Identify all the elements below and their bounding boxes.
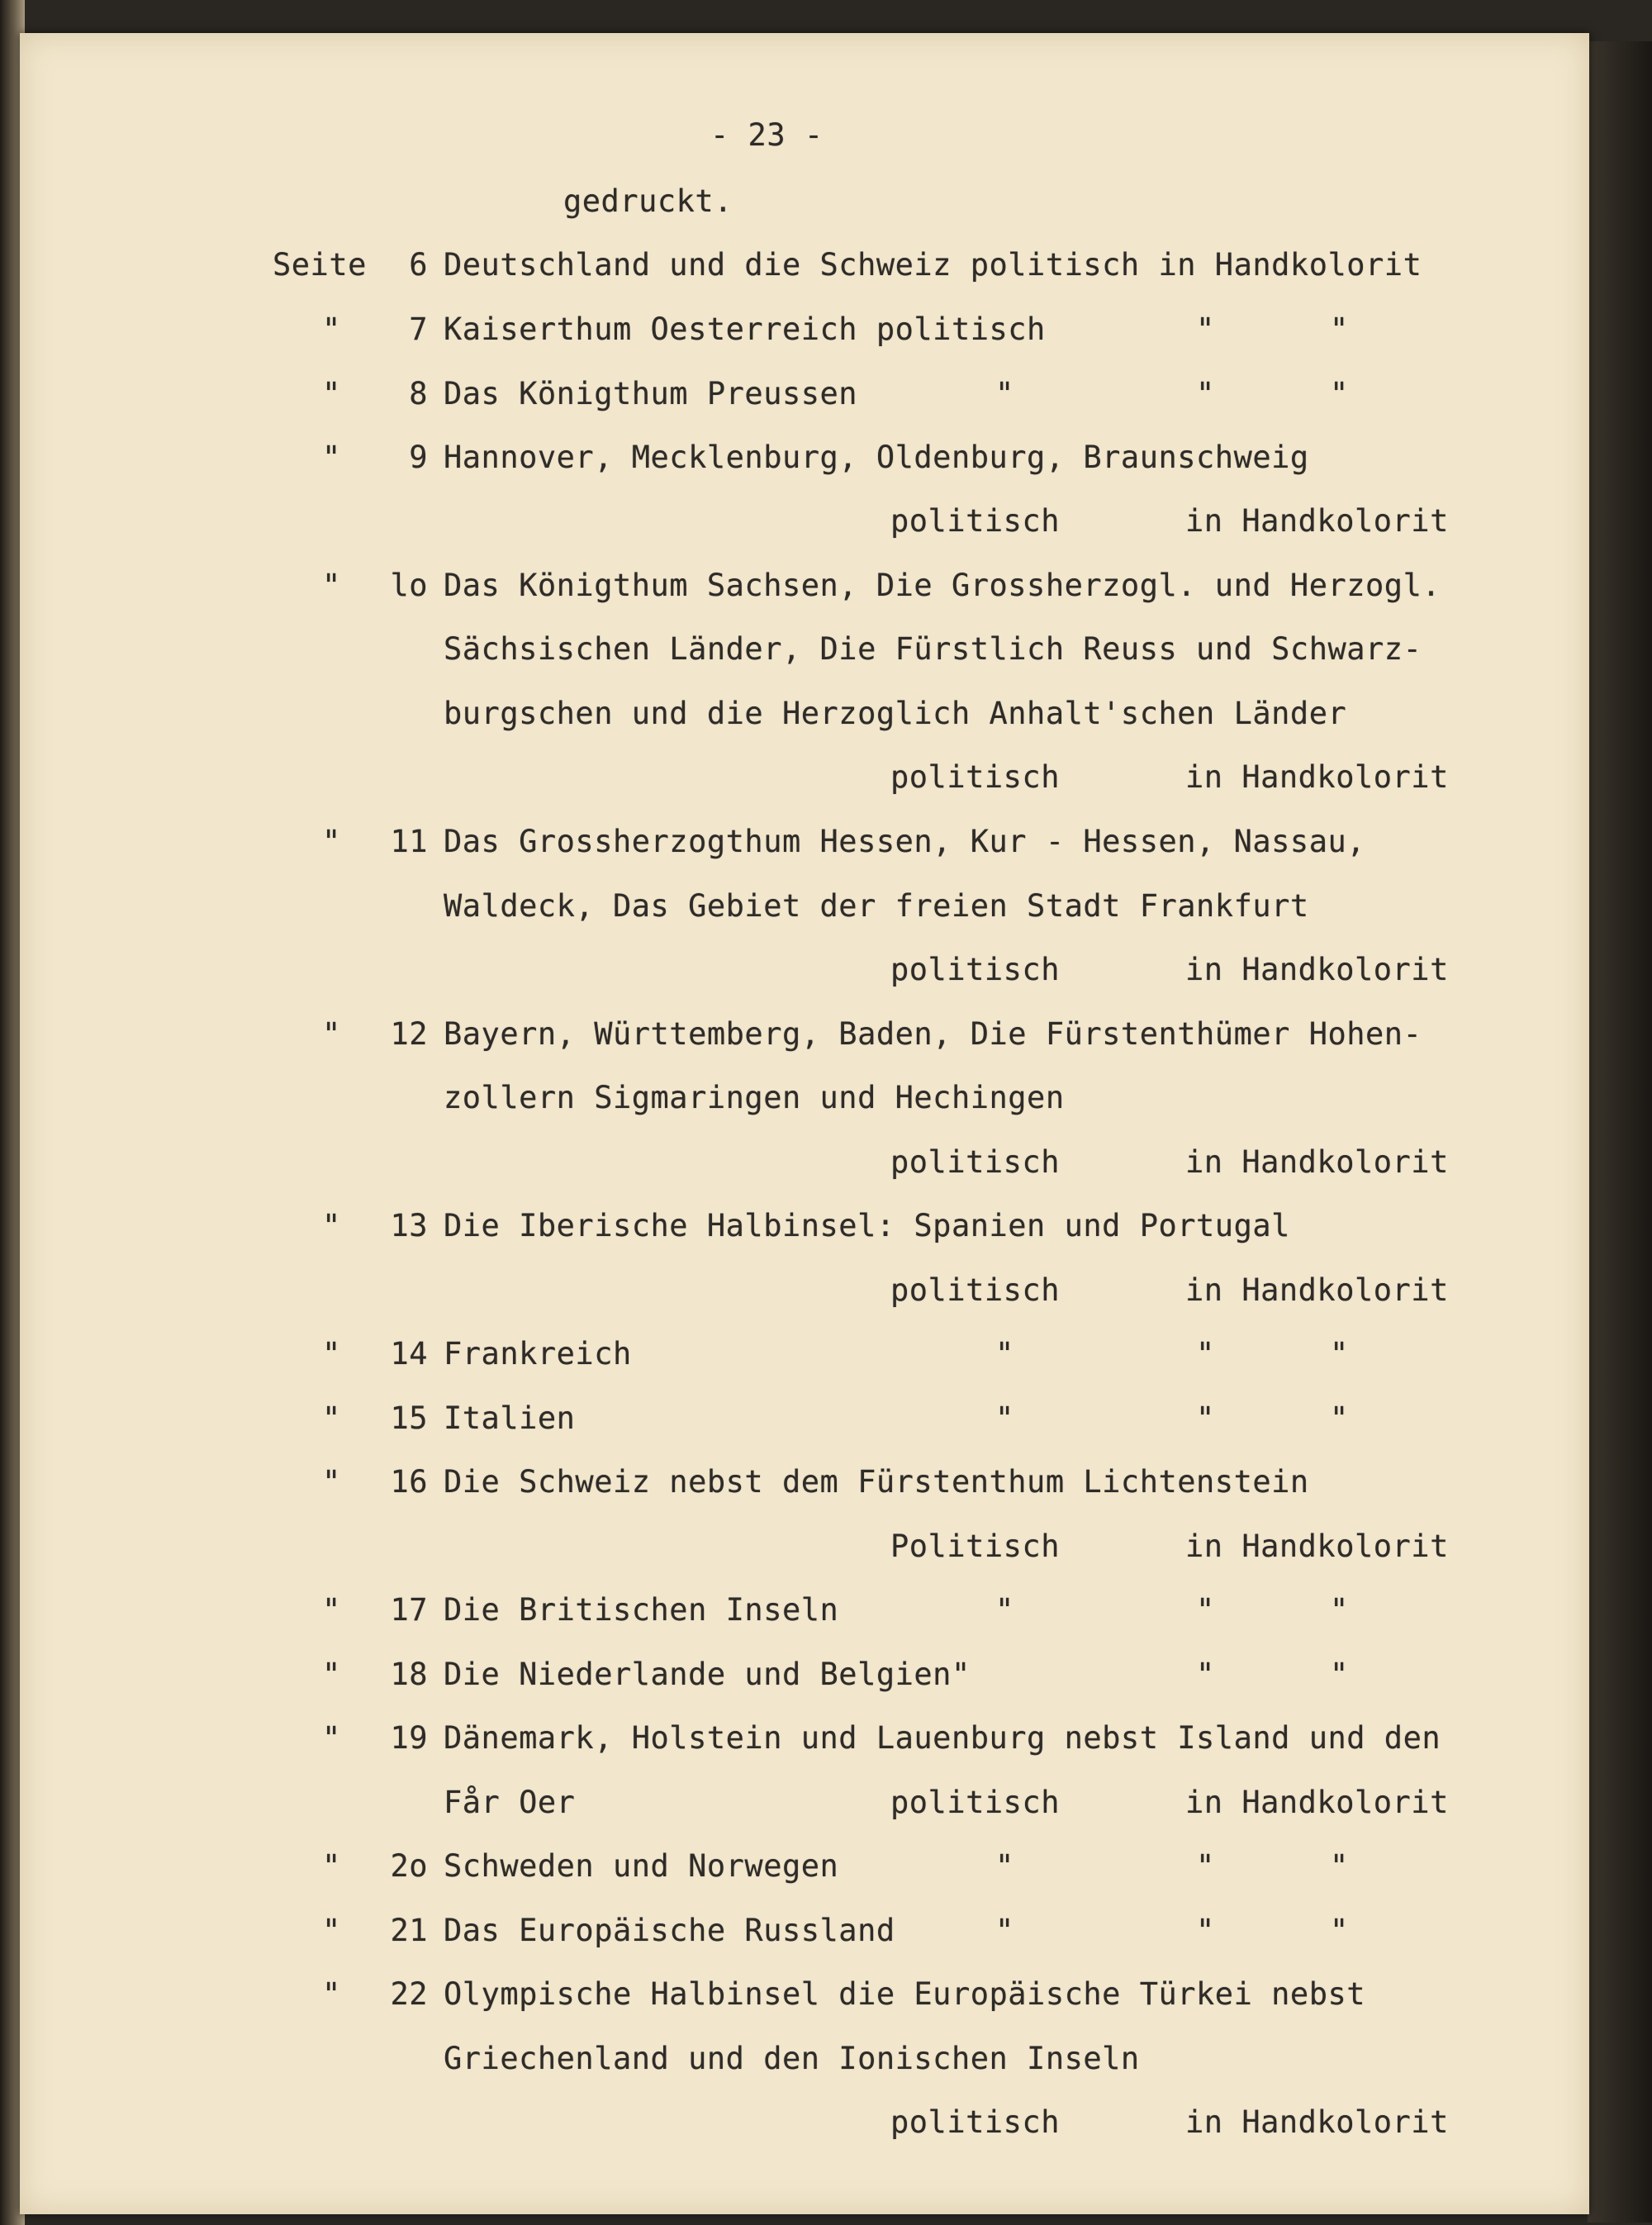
map-title: Waldeck, Das Gebiet der freien Stadt Frankfurt	[444, 888, 1309, 924]
column-handkolorit: "	[1196, 311, 1215, 347]
ditto-mark: "	[322, 1592, 341, 1628]
column-handkolorit: in Handkolorit	[1185, 2104, 1449, 2140]
map-title: Kaiserthum Oesterreich politisch	[444, 311, 1046, 347]
column-ditto: "	[1330, 376, 1349, 411]
map-title: Frankreich	[444, 1336, 632, 1372]
sheet-number: 17	[390, 1592, 428, 1628]
column-ditto: "	[1330, 311, 1349, 347]
column-politisch: politisch	[890, 2104, 1060, 2140]
column-ditto: "	[1330, 1592, 1349, 1628]
ditto-mark: "	[322, 1464, 341, 1500]
column-handkolorit: "	[1196, 1657, 1215, 1692]
ditto-mark: "	[322, 1208, 341, 1243]
column-handkolorit: in Handkolorit	[1185, 1272, 1449, 1308]
map-title: Dänemark, Holstein und Lauenburg nebst Island und den	[444, 1720, 1441, 1756]
map-title: Das Europäische Russland	[444, 1913, 895, 1948]
column-handkolorit: "	[1196, 1913, 1215, 1948]
map-title: zollern Sigmaringen und Hechingen	[444, 1080, 1065, 1115]
ditto-mark: "	[322, 1976, 341, 2012]
column-ditto: "	[1330, 1913, 1349, 1948]
ditto-mark: "	[322, 440, 341, 475]
map-title: Hannover, Mecklenburg, Oldenburg, Braunschweig	[444, 440, 1309, 475]
sheet-number: 11	[390, 824, 428, 859]
map-title: burgschen und die Herzoglich Anhalt'schen Länder	[444, 696, 1347, 731]
column-politisch: "	[995, 1400, 1014, 1436]
column-handkolorit: in Handkolorit	[1185, 503, 1449, 539]
column-politisch: politisch	[890, 952, 1060, 987]
column-handkolorit: "	[1196, 1848, 1215, 1884]
ditto-mark: "	[322, 1336, 341, 1372]
sheet-number: 15	[390, 1400, 428, 1436]
column-handkolorit: in Handkolorit	[1185, 1144, 1449, 1180]
ditto-mark: "	[322, 1720, 341, 1756]
column-handkolorit: in Handkolorit	[1185, 759, 1449, 795]
map-title: Schweden und Norwegen	[444, 1848, 839, 1884]
map-title: Får Oer	[444, 1785, 576, 1820]
map-title: Die Britischen Inseln	[444, 1592, 839, 1628]
sheet-number: 7	[409, 311, 428, 347]
map-title: Die Schweiz nebst dem Fürstenthum Lichtenstein	[444, 1464, 1309, 1500]
sheet-number: 18	[390, 1657, 428, 1692]
column-ditto: "	[1330, 1657, 1349, 1692]
map-title: Bayern, Württemberg, Baden, Die Fürstenthümer Hohen-	[444, 1016, 1422, 1052]
ditto-mark: "	[322, 1016, 341, 1052]
column-ditto: "	[1330, 1400, 1349, 1436]
column-politisch: politisch	[890, 1144, 1060, 1180]
map-title: Griechenland und den Ionischen Inseln	[444, 2041, 1140, 2076]
map-title: Das Königthum Sachsen, Die Grossherzogl. und Herzogl.	[444, 568, 1441, 603]
ditto-mark: "	[322, 568, 341, 603]
column-politisch: politisch	[890, 759, 1060, 795]
page-number: - 23 -	[710, 117, 824, 153]
column-handkolorit: in Handkolorit	[1185, 952, 1449, 987]
column-politisch: politisch	[890, 503, 1060, 539]
map-title: Die Niederlande und Belgien"	[444, 1657, 971, 1692]
sheet-number: 21	[390, 1913, 428, 1948]
column-politisch: politisch	[890, 1785, 1060, 1820]
sheet-number: 8	[409, 376, 428, 411]
sheet-number: 13	[390, 1208, 428, 1243]
sheet-number: 22	[390, 1976, 428, 2012]
line-label: Seite	[273, 247, 367, 283]
column-politisch: politisch	[890, 1272, 1060, 1308]
map-title: Deutschland und die Schweiz politisch in Handkolorit	[444, 247, 1422, 283]
sheet-number: 19	[390, 1720, 428, 1756]
column-ditto: "	[1330, 1848, 1349, 1884]
column-handkolorit: "	[1196, 1400, 1215, 1436]
ditto-mark: "	[322, 1848, 341, 1884]
column-politisch: "	[995, 1848, 1014, 1884]
map-title: Das Königthum Preussen	[444, 376, 858, 411]
column-ditto: "	[1330, 1336, 1349, 1372]
sheet-number: 9	[409, 440, 428, 475]
column-politisch: "	[995, 376, 1014, 411]
ditto-mark: "	[322, 311, 341, 347]
ditto-mark: "	[322, 1657, 341, 1692]
sheet-number: 6	[409, 247, 428, 283]
map-title: Sächsischen Länder, Die Fürstlich Reuss und Schwarz-	[444, 631, 1422, 667]
column-handkolorit: "	[1196, 376, 1215, 411]
ditto-mark: "	[322, 824, 341, 859]
sheet-number: 12	[390, 1016, 428, 1052]
column-handkolorit: in Handkolorit	[1185, 1528, 1449, 1564]
column-politisch: "	[995, 1592, 1014, 1628]
map-title: Olympische Halbinsel die Europäische Türkei nebst	[444, 1976, 1366, 2012]
sheet-number: 16	[390, 1464, 428, 1500]
column-handkolorit: in Handkolorit	[1185, 1785, 1449, 1820]
map-title: Das Grossherzogthum Hessen, Kur - Hessen, Nassau,	[444, 824, 1366, 859]
ditto-mark: "	[322, 1400, 341, 1436]
column-handkolorit: "	[1196, 1336, 1215, 1372]
sheet-number: lo	[390, 568, 428, 603]
sheet-number: 2o	[390, 1848, 428, 1884]
map-title: gedruckt.	[563, 183, 733, 219]
ditto-mark: "	[322, 376, 341, 411]
column-politisch: "	[995, 1336, 1014, 1372]
column-handkolorit: "	[1196, 1592, 1215, 1628]
column-politisch: Politisch	[890, 1528, 1060, 1564]
ditto-mark: "	[322, 1913, 341, 1948]
column-politisch: "	[995, 1913, 1014, 1948]
map-title: Italien	[444, 1400, 576, 1436]
map-title: Die Iberische Halbinsel: Spanien und Portugal	[444, 1208, 1290, 1243]
sheet-number: 14	[390, 1336, 428, 1372]
